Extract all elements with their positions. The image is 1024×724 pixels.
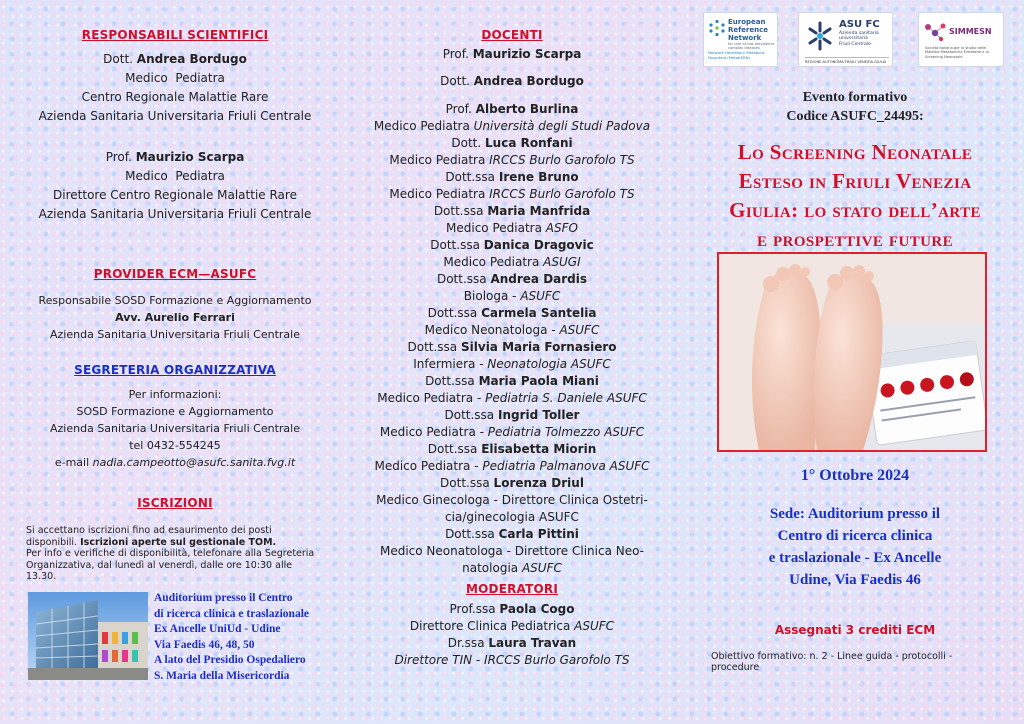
docente: Dott.ssa Carmela Santelia (427, 306, 597, 320)
docente: Dott.ssa Carla Pittini (445, 527, 579, 541)
provider-block: Responsabile SOSD Formazione e Aggiornamento Avv. Aurelio Ferrari Azienda Sanitaria Universitaria Friuli Centrale (38, 294, 312, 341)
docenti-list (352, 46, 672, 577)
docenti-heading: DOCENTI (481, 28, 543, 42)
building-photo (28, 592, 148, 680)
docente: Dott.ssa Lorenza Driul (440, 476, 584, 490)
event-info: Evento formativo Codice ASUFC_24495: (786, 90, 924, 124)
ern-logo-icon (708, 19, 726, 37)
simmesn-logo-icon (923, 21, 947, 43)
docente-role: Medico Neonatologa - Direttore Clinica Neo- (379, 544, 644, 558)
simmesn-logo: SIMMESN Società Italiana per lo studio delle Malattie Metaboliche Ereditarie e lo Screening Neonatale (918, 12, 1004, 67)
docente-role: Medico Pediatra Università degli Studi Padova (373, 119, 651, 133)
docente: Dott.ssa Ingrid Toller (444, 408, 580, 422)
venue-block: Auditorium presso il Centro di ricerca clinica e traslazionale Ex Ancelle UniUd - Udine Via Faedis 46, 48, 50 A lato del Presidio Ospedaliero S. Maria della Misericordia (154, 592, 309, 682)
docente: Dott.ssa Maria Paola Miani (425, 374, 599, 388)
newborn-feet-photo (717, 252, 987, 452)
docente: Prof. Maurizio Scarpa (442, 47, 582, 61)
iscrizioni-text: Si accettano iscrizioni fino ad esaurimento dei posti disponibili. Iscrizioni aperte sul gestionale TOM. Per info e verifiche di disponibilità, telefonare alla Segreteria Organizzativa, dal lunedì al venerdì, dalle ore 10:30 alle 13.30. (26, 525, 315, 582)
docente-role: Medico Neonatologa - ASUFC (424, 323, 600, 337)
docente-role: cia/ginecologia ASUFC (445, 510, 579, 524)
segreteria-heading: SEGRETERIA ORGANIZZATIVA (74, 363, 276, 377)
newborn-feet-illustration (719, 254, 985, 450)
docente-role: Biologa - ASUFC (463, 289, 561, 303)
docente: Dott.ssa Elisabetta Miorin (427, 442, 597, 456)
docente-role: Medico Ginecologa - Direttore Clinica Ostetri- (376, 493, 648, 507)
moderatore: Prof.ssa Paola Cogo (449, 602, 575, 616)
event-title: Lo Screening Neonatale Esteso in Friuli Venezia Giulia: lo stato dell’arte e prospettive future (729, 140, 981, 251)
responsabile-2: Prof. Maurizio Scarpa Medico Pediatra Direttore Centro Regionale Malattie Rare Azienda Sanitaria Universitaria Friuli Centrale (38, 150, 312, 221)
segreteria-block: Per informazioni: SOSD Formazione e Aggiornamento Azienda Sanitaria Universitaria Friuli Centrale tel 0432-554245 e-mail nadia.campeotto@asufc.sanita.fvg.it (50, 388, 300, 469)
event-date: 1° Ottobre 2024 (800, 467, 910, 484)
docente: Dott.ssa Irene Bruno (445, 170, 579, 184)
docente-role: natologia ASUFC (462, 561, 562, 575)
docente: Prof. Alberto Burlina (445, 102, 579, 116)
responsabile-1: Dott. Andrea Bordugo Medico Pediatra Centro Regionale Malattie Rare Azienda Sanitaria Universitaria Friuli Centrale (38, 52, 312, 123)
docente-role: Medico Pediatra - Pediatria Tolmezzo ASUFC (379, 425, 645, 439)
provider-heading: PROVIDER ECM—ASUFC (93, 267, 257, 281)
left-column (20, 0, 330, 724)
responsabili-heading: RESPONSABILI SCIENTIFICI (81, 28, 269, 42)
ern-logo: European Reference Network for rare or low prevalence complex diseases Network Hereditary Metabolic Disorders (MetabERN) (703, 12, 778, 67)
email-link[interactable]: nadia.campeotto@asufc.sanita.fvg.it (92, 456, 296, 469)
docente: Dott.ssa Maria Manfrida (433, 204, 591, 218)
docente-role: Medico Pediatra IRCCS Burlo Garofolo TS (389, 153, 635, 167)
asufc-logo-icon (805, 19, 835, 53)
moderatore-role: Direttore TIN - IRCCS Burlo Garofolo TS (394, 653, 630, 667)
docente-role: Medico Pediatra - Pediatria S. Daniele ASUFC (377, 391, 647, 405)
middle-column (352, 0, 672, 724)
docente-role: Medico Pediatra ASUGI (443, 255, 581, 269)
obiettivo-formativo: Obiettivo formativo: n. 2 - Linee guida - protocolli - procedure (711, 651, 953, 673)
crediti-ecm: Assegnati 3 crediti ECM (774, 623, 936, 637)
docente: Dott.ssa Danica Dragovic (430, 238, 594, 252)
docente: Dott.ssa Andrea Dardis (436, 272, 588, 286)
docente: Dott. Andrea Bordugo (440, 74, 584, 88)
iscrizioni-heading: ISCRIZIONI (137, 496, 213, 510)
moderatore: Dr.ssa Laura Travan (447, 636, 577, 650)
moderatore-role: Direttore Clinica Pediatrica ASUFC (409, 619, 615, 633)
docente: Dott.ssa Silvia Maria Fornasiero (407, 340, 617, 354)
asufc-logo: ASU FC Azienda sanitaria universitaria Friuli Centrale REGIONE AUTONOMA FRIULI VENEZIA GIULIA (798, 12, 893, 67)
moderatori-list (352, 601, 672, 669)
docente: Dott. Luca Ronfani (451, 136, 573, 150)
docente-role: Infermiera - Neonatologia ASUFC (413, 357, 611, 371)
moderatori-heading: MODERATORI (466, 582, 558, 596)
sede-block: Sede: Auditorium presso il Centro di ricerca clinica e traslazionale - Ex Ancelle Udine, Via Faedis 46 (768, 506, 942, 588)
docente-role: Medico Pediatra - Pediatria Palmanova ASUFC (374, 459, 650, 473)
docente-role: Medico Pediatra ASFO (446, 221, 578, 235)
docente-role: Medico Pediatra IRCCS Burlo Garofolo TS (389, 187, 635, 201)
